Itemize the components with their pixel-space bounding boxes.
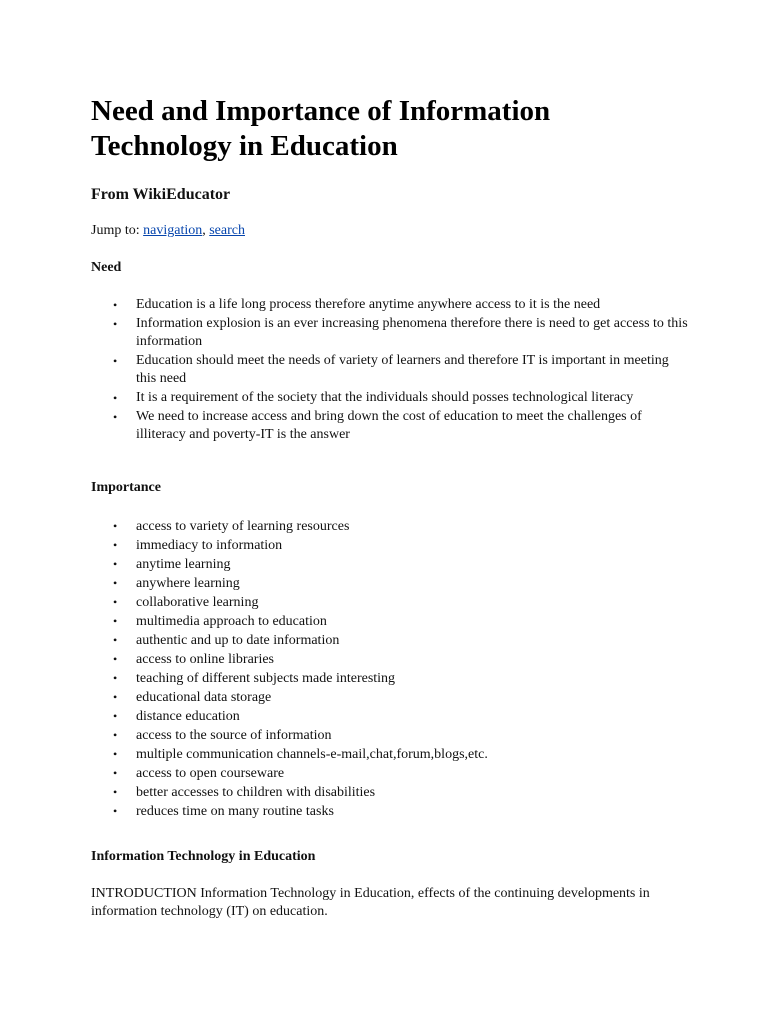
bullet-icon: • xyxy=(113,595,118,609)
list-item: • We need to increase access and bring down the cost of education to meet the challenges of illiteracy and poverty-IT is the answer xyxy=(113,409,642,442)
list-item: • educational data storage xyxy=(113,690,272,705)
list-item: • access to open courseware xyxy=(113,766,285,781)
bullet-icon: • xyxy=(113,747,118,761)
list-item: • reduces time on many routine tasks xyxy=(113,804,334,819)
list-item: • anywhere learning xyxy=(113,576,240,591)
list-item: • anytime learning xyxy=(113,557,231,572)
search-link[interactable]: search xyxy=(209,223,245,238)
list-item: • multiple communication channels-e-mail,chat,forum,blogs,etc. xyxy=(113,747,488,762)
list-item: • access to variety of learning resources xyxy=(113,519,350,534)
intro-paragraph: INTRODUCTION Information Technology in Education, effects of the continuing developments in information technology (IT) on education. xyxy=(91,886,650,919)
list-item: • Information explosion is an ever increasing phenomena therefore there is need to get access to this information xyxy=(113,316,688,349)
bullet-icon: • xyxy=(113,557,118,571)
bullet-icon: • xyxy=(113,538,118,552)
bullet-icon: • xyxy=(113,633,118,647)
bullet-icon: • xyxy=(113,317,118,331)
jump-to-line xyxy=(91,222,691,240)
list-item: • distance education xyxy=(113,709,240,724)
it-in-education-heading: Information Technology in Education xyxy=(91,849,316,864)
list-item: • multimedia approach to education xyxy=(113,614,327,629)
jump-to-label: Jump to: xyxy=(91,223,140,238)
bullet-icon: • xyxy=(113,766,118,780)
list-item: • teaching of different subjects made interesting xyxy=(113,671,396,686)
importance-list xyxy=(91,517,691,821)
bullet-icon: • xyxy=(113,391,118,405)
document-page xyxy=(91,94,691,921)
bullet-icon: • xyxy=(113,576,118,590)
bullet-icon: • xyxy=(113,690,118,704)
need-heading: Need xyxy=(91,260,122,275)
list-item: • access to the source of information xyxy=(113,728,332,743)
list-item: • immediacy to information xyxy=(113,538,283,553)
need-list xyxy=(91,296,691,444)
bullet-icon: • xyxy=(113,354,118,368)
page-title: Need and Importance of Information Technology in Education xyxy=(91,95,551,162)
bullet-icon: • xyxy=(113,652,118,666)
list-item: • Education should meet the needs of variety of learners and therefore IT is important in meeting this need xyxy=(113,353,669,386)
list-item: • authentic and up to date information xyxy=(113,633,340,648)
bullet-icon: • xyxy=(113,709,118,723)
bullet-icon: • xyxy=(113,728,118,742)
bullet-icon: • xyxy=(113,614,118,628)
list-item: • Education is a life long process therefore anytime anywhere access to it is the need xyxy=(113,297,601,312)
navigation-link[interactable]: navigation xyxy=(143,223,203,238)
bullet-icon: • xyxy=(113,804,118,818)
bullet-icon: • xyxy=(113,298,118,312)
bullet-icon: • xyxy=(113,519,118,533)
list-item: • better accesses to children with disabilities xyxy=(113,785,376,800)
list-item: • collaborative learning xyxy=(113,595,259,610)
list-item: • It is a requirement of the society that the individuals should posses technological literacy xyxy=(113,390,634,405)
importance-heading: Importance xyxy=(91,480,161,495)
jump-separator: , xyxy=(202,223,206,238)
list-item: • access to online libraries xyxy=(113,652,275,667)
bullet-icon: • xyxy=(113,785,118,799)
page-subtitle: From WikiEducator xyxy=(91,186,231,203)
bullet-icon: • xyxy=(113,671,118,685)
bullet-icon: • xyxy=(113,410,118,424)
